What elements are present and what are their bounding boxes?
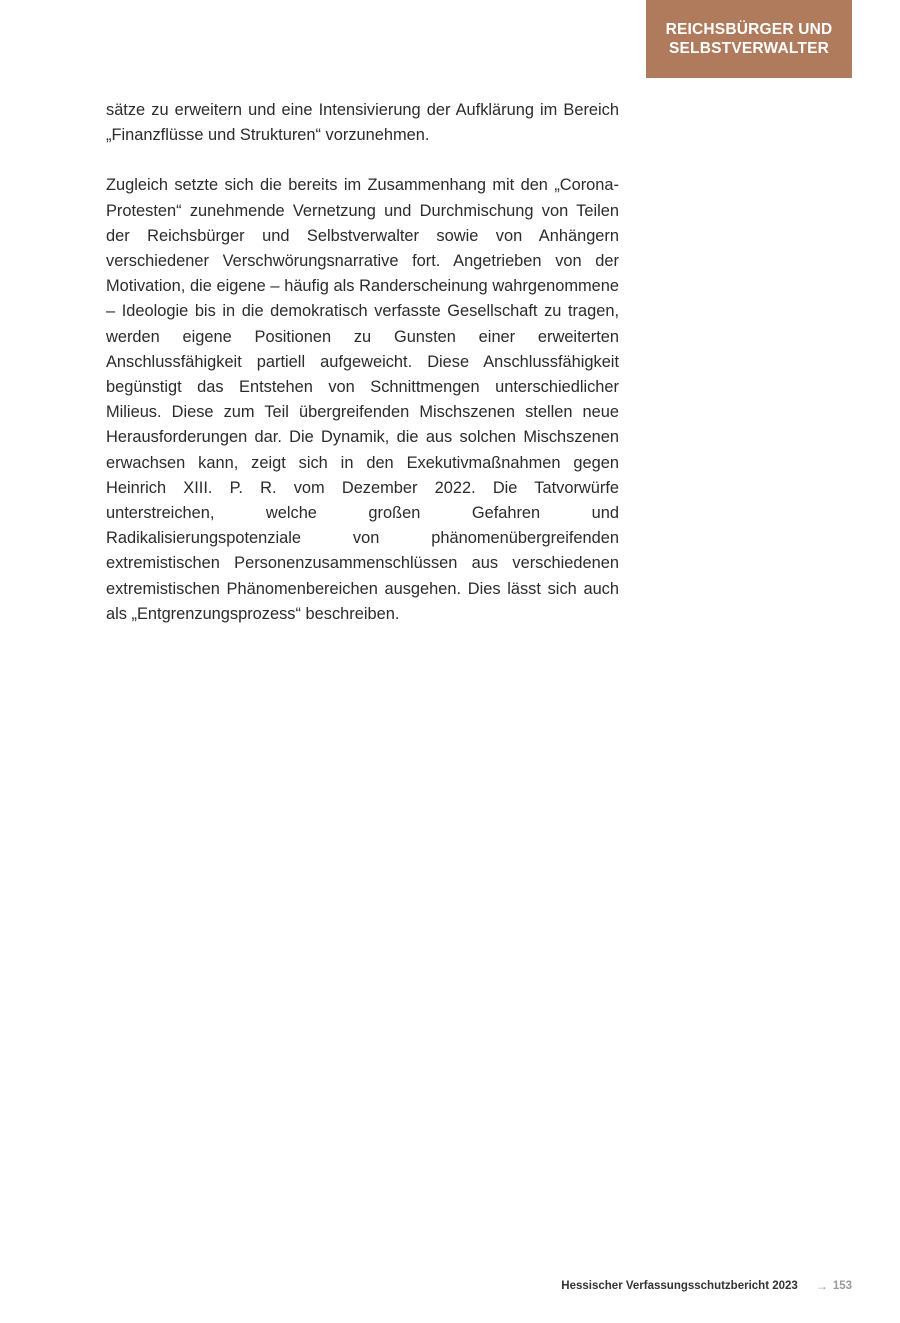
publication-title: Hessischer Verfassungsschutzbericht 2023 [561,1280,798,1292]
page-number: 153 [832,1280,852,1292]
section-tab-line-1: REICHSBÜRGER UND [665,21,833,38]
section-tab-line-2: SELBSTVERWALTER [668,40,830,57]
paragraph: Zugleich setzte sich die bereits im Zusammenhang mit den „Corona-Protesten“ zunehmende Vernetzung und Durchmischung von Teilen der Reichsbürger und Selbstverwalter sowie von Anhängern verschiedener Verschwörungsnarrative fort. Angetrieben von der Motivation, die eigene – häufig als Randerscheinung wahrgenommene – Ideologie bis in die demokratisch verfasste Gesellschaft zu tragen, werden eigene Positionen zu Gunsten einer erweiterten Anschlussfähigkeit partiell aufgeweicht. Diese Anschlussfähigkeit begünstigt das Entstehen von Schnittmengen unterschiedlicher Milieus. Diese zum Teil übergreifenden Mischszenen stellen neue Herausforderungen dar. Die Dynamik, die aus solchen Mischszenen erwachsen kann, zeigt sich in den Exekutivmaßnahmen gegen Heinrich XIII. P. R. vom Dezember 2022. Die Tatvorwürfe unterstreichen, welche großen Gefahren und Radikalisierungspotenziale von phänomenübergreifenden extremistischen Personenzusammenschlüssen aus verschiedenen extremistischen Phänomenbereichen ausgehen. Dies lässt sich auch als „Entgrenzungsprozess“ beschreiben. [106,176,619,623]
section-tab [646,0,852,78]
page-footer [561,1279,852,1293]
arrow-right-icon: → [815,1279,828,1293]
body-text [106,98,619,627]
paragraph: sätze zu erweitern und eine Intensivierung der Aufklärung im Bereich „Finanzflüsse und Strukturen“ vorzunehmen. [106,101,619,145]
